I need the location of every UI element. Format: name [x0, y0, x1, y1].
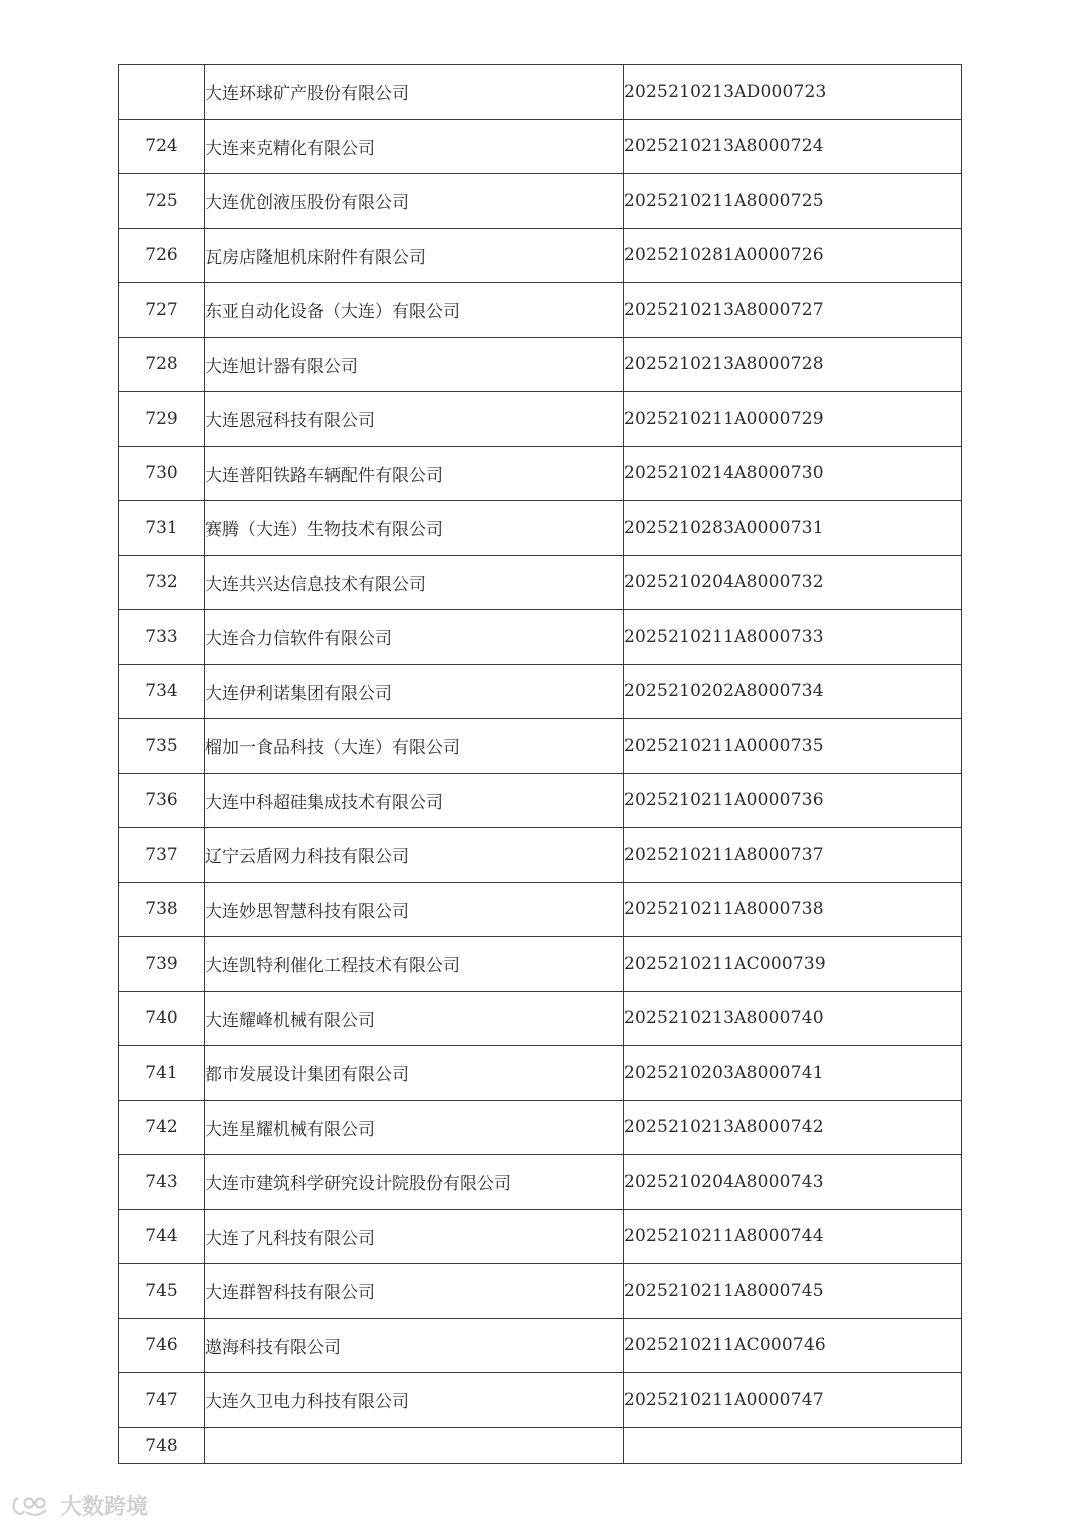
company-name-cell: 都市发展设计集团有限公司 — [205, 1046, 624, 1101]
company-name-cell: 榴加一食品科技（大连）有限公司 — [205, 719, 624, 774]
table-row — [119, 882, 962, 937]
company-name-cell: 大连优创液压股份有限公司 — [205, 174, 624, 229]
table-row — [119, 664, 962, 719]
company-name-cell: 大连环球矿产股份有限公司 — [205, 65, 624, 120]
company-name-cell — [205, 1427, 624, 1463]
row-number-cell: 739 — [119, 937, 205, 992]
table-row — [119, 610, 962, 665]
company-name-cell: 大连妙思智慧科技有限公司 — [205, 882, 624, 937]
table-row — [119, 1046, 962, 1101]
table-row — [119, 719, 962, 774]
row-number-cell: 727 — [119, 283, 205, 338]
table-row — [119, 65, 962, 120]
registration-code-cell: 2025210211A0000729 — [624, 392, 962, 447]
company-name-cell: 大连合力信软件有限公司 — [205, 610, 624, 665]
brand-logo-icon — [10, 1494, 54, 1518]
company-name-cell: 东亚自动化设备（大连）有限公司 — [205, 283, 624, 338]
table-row — [119, 1155, 962, 1210]
table-row — [119, 937, 962, 992]
company-name-cell: 大连恩冠科技有限公司 — [205, 392, 624, 447]
table-row — [119, 446, 962, 501]
registration-code-cell: 2025210213A8000724 — [624, 119, 962, 174]
registration-code-cell: 2025210204A8000743 — [624, 1155, 962, 1210]
company-name-cell: 大连旭计器有限公司 — [205, 337, 624, 392]
row-number-cell: 735 — [119, 719, 205, 774]
row-number-cell: 728 — [119, 337, 205, 392]
company-name-cell: 赛腾（大连）生物技术有限公司 — [205, 501, 624, 556]
table-row — [119, 555, 962, 610]
registration-code-cell: 2025210211A8000744 — [624, 1209, 962, 1264]
company-name-cell: 大连凯特利催化工程技术有限公司 — [205, 937, 624, 992]
table-row — [119, 1209, 962, 1264]
row-number-cell: 724 — [119, 119, 205, 174]
registration-code-cell: 2025210211A8000733 — [624, 610, 962, 665]
company-name-cell: 大连伊利诺集团有限公司 — [205, 664, 624, 719]
table-row — [119, 1318, 962, 1373]
table-row — [119, 119, 962, 174]
company-name-cell: 大连群智科技有限公司 — [205, 1264, 624, 1319]
registration-code-cell: 2025210213AD000723 — [624, 65, 962, 120]
registration-code-cell: 2025210283A0000731 — [624, 501, 962, 556]
registration-code-cell: 2025210202A8000734 — [624, 664, 962, 719]
table-row — [119, 1427, 962, 1463]
registration-code-cell: 2025210281A0000726 — [624, 228, 962, 283]
registration-code-cell: 2025210211A8000738 — [624, 882, 962, 937]
watermark — [10, 1490, 148, 1521]
table-row — [119, 1100, 962, 1155]
table-row — [119, 392, 962, 447]
registration-code-cell: 2025210203A8000741 — [624, 1046, 962, 1101]
company-name-cell: 大连中科超硅集成技术有限公司 — [205, 773, 624, 828]
registration-code-cell: 2025210211A0000735 — [624, 719, 962, 774]
table-row — [119, 828, 962, 883]
registration-code-cell: 2025210204A8000732 — [624, 555, 962, 610]
row-number-cell: 742 — [119, 1100, 205, 1155]
registration-code-cell: 2025210213A8000740 — [624, 991, 962, 1046]
table-row — [119, 501, 962, 556]
row-number-cell — [119, 65, 205, 120]
company-name-cell: 大连市建筑科学研究设计院股份有限公司 — [205, 1155, 624, 1210]
table-row — [119, 1373, 962, 1428]
row-number-cell: 747 — [119, 1373, 205, 1428]
row-number-cell: 732 — [119, 555, 205, 610]
registration-code-cell: 2025210213A8000727 — [624, 283, 962, 338]
row-number-cell: 729 — [119, 392, 205, 447]
row-number-cell: 743 — [119, 1155, 205, 1210]
company-name-cell: 辽宁云盾网力科技有限公司 — [205, 828, 624, 883]
row-number-cell: 726 — [119, 228, 205, 283]
row-number-cell: 738 — [119, 882, 205, 937]
table-row — [119, 991, 962, 1046]
row-number-cell: 725 — [119, 174, 205, 229]
row-number-cell: 733 — [119, 610, 205, 665]
company-name-cell: 大连共兴达信息技术有限公司 — [205, 555, 624, 610]
watermark-text: 大数跨境 — [60, 1495, 149, 1520]
row-number-cell: 744 — [119, 1209, 205, 1264]
registration-code-cell: 2025210213A8000728 — [624, 337, 962, 392]
registration-code-cell — [624, 1427, 962, 1463]
registration-code-cell: 2025210211A0000747 — [624, 1373, 962, 1428]
registration-code-cell: 2025210211A0000736 — [624, 773, 962, 828]
company-name-cell: 大连耀峰机械有限公司 — [205, 991, 624, 1046]
row-number-cell: 746 — [119, 1318, 205, 1373]
row-number-cell: 745 — [119, 1264, 205, 1319]
company-name-cell: 瓦房店隆旭机床附件有限公司 — [205, 228, 624, 283]
table-row — [119, 283, 962, 338]
company-name-cell: 大连普阳铁路车辆配件有限公司 — [205, 446, 624, 501]
row-number-cell: 734 — [119, 664, 205, 719]
row-number-cell: 741 — [119, 1046, 205, 1101]
row-number-cell: 730 — [119, 446, 205, 501]
registration-code-cell: 2025210214A8000730 — [624, 446, 962, 501]
company-name-cell: 大连久卫电力科技有限公司 — [205, 1373, 624, 1428]
company-list-table — [118, 64, 962, 1464]
registration-code-cell: 2025210213A8000742 — [624, 1100, 962, 1155]
company-name-cell: 遨海科技有限公司 — [205, 1318, 624, 1373]
row-number-cell: 740 — [119, 991, 205, 1046]
table-row — [119, 337, 962, 392]
company-name-cell: 大连来克精化有限公司 — [205, 119, 624, 174]
registration-code-cell: 2025210211A8000725 — [624, 174, 962, 229]
row-number-cell: 737 — [119, 828, 205, 883]
registration-code-cell: 2025210211A8000745 — [624, 1264, 962, 1319]
row-number-cell: 748 — [119, 1427, 205, 1463]
registration-code-cell: 2025210211AC000746 — [624, 1318, 962, 1373]
table-row — [119, 773, 962, 828]
table-row — [119, 174, 962, 229]
registration-code-cell: 2025210211A8000737 — [624, 828, 962, 883]
registration-code-cell: 2025210211AC000739 — [624, 937, 962, 992]
table-row — [119, 228, 962, 283]
row-number-cell: 731 — [119, 501, 205, 556]
company-name-cell: 大连了凡科技有限公司 — [205, 1209, 624, 1264]
company-name-cell: 大连星耀机械有限公司 — [205, 1100, 624, 1155]
table-row — [119, 1264, 962, 1319]
table-body — [119, 65, 962, 1464]
row-number-cell: 736 — [119, 773, 205, 828]
